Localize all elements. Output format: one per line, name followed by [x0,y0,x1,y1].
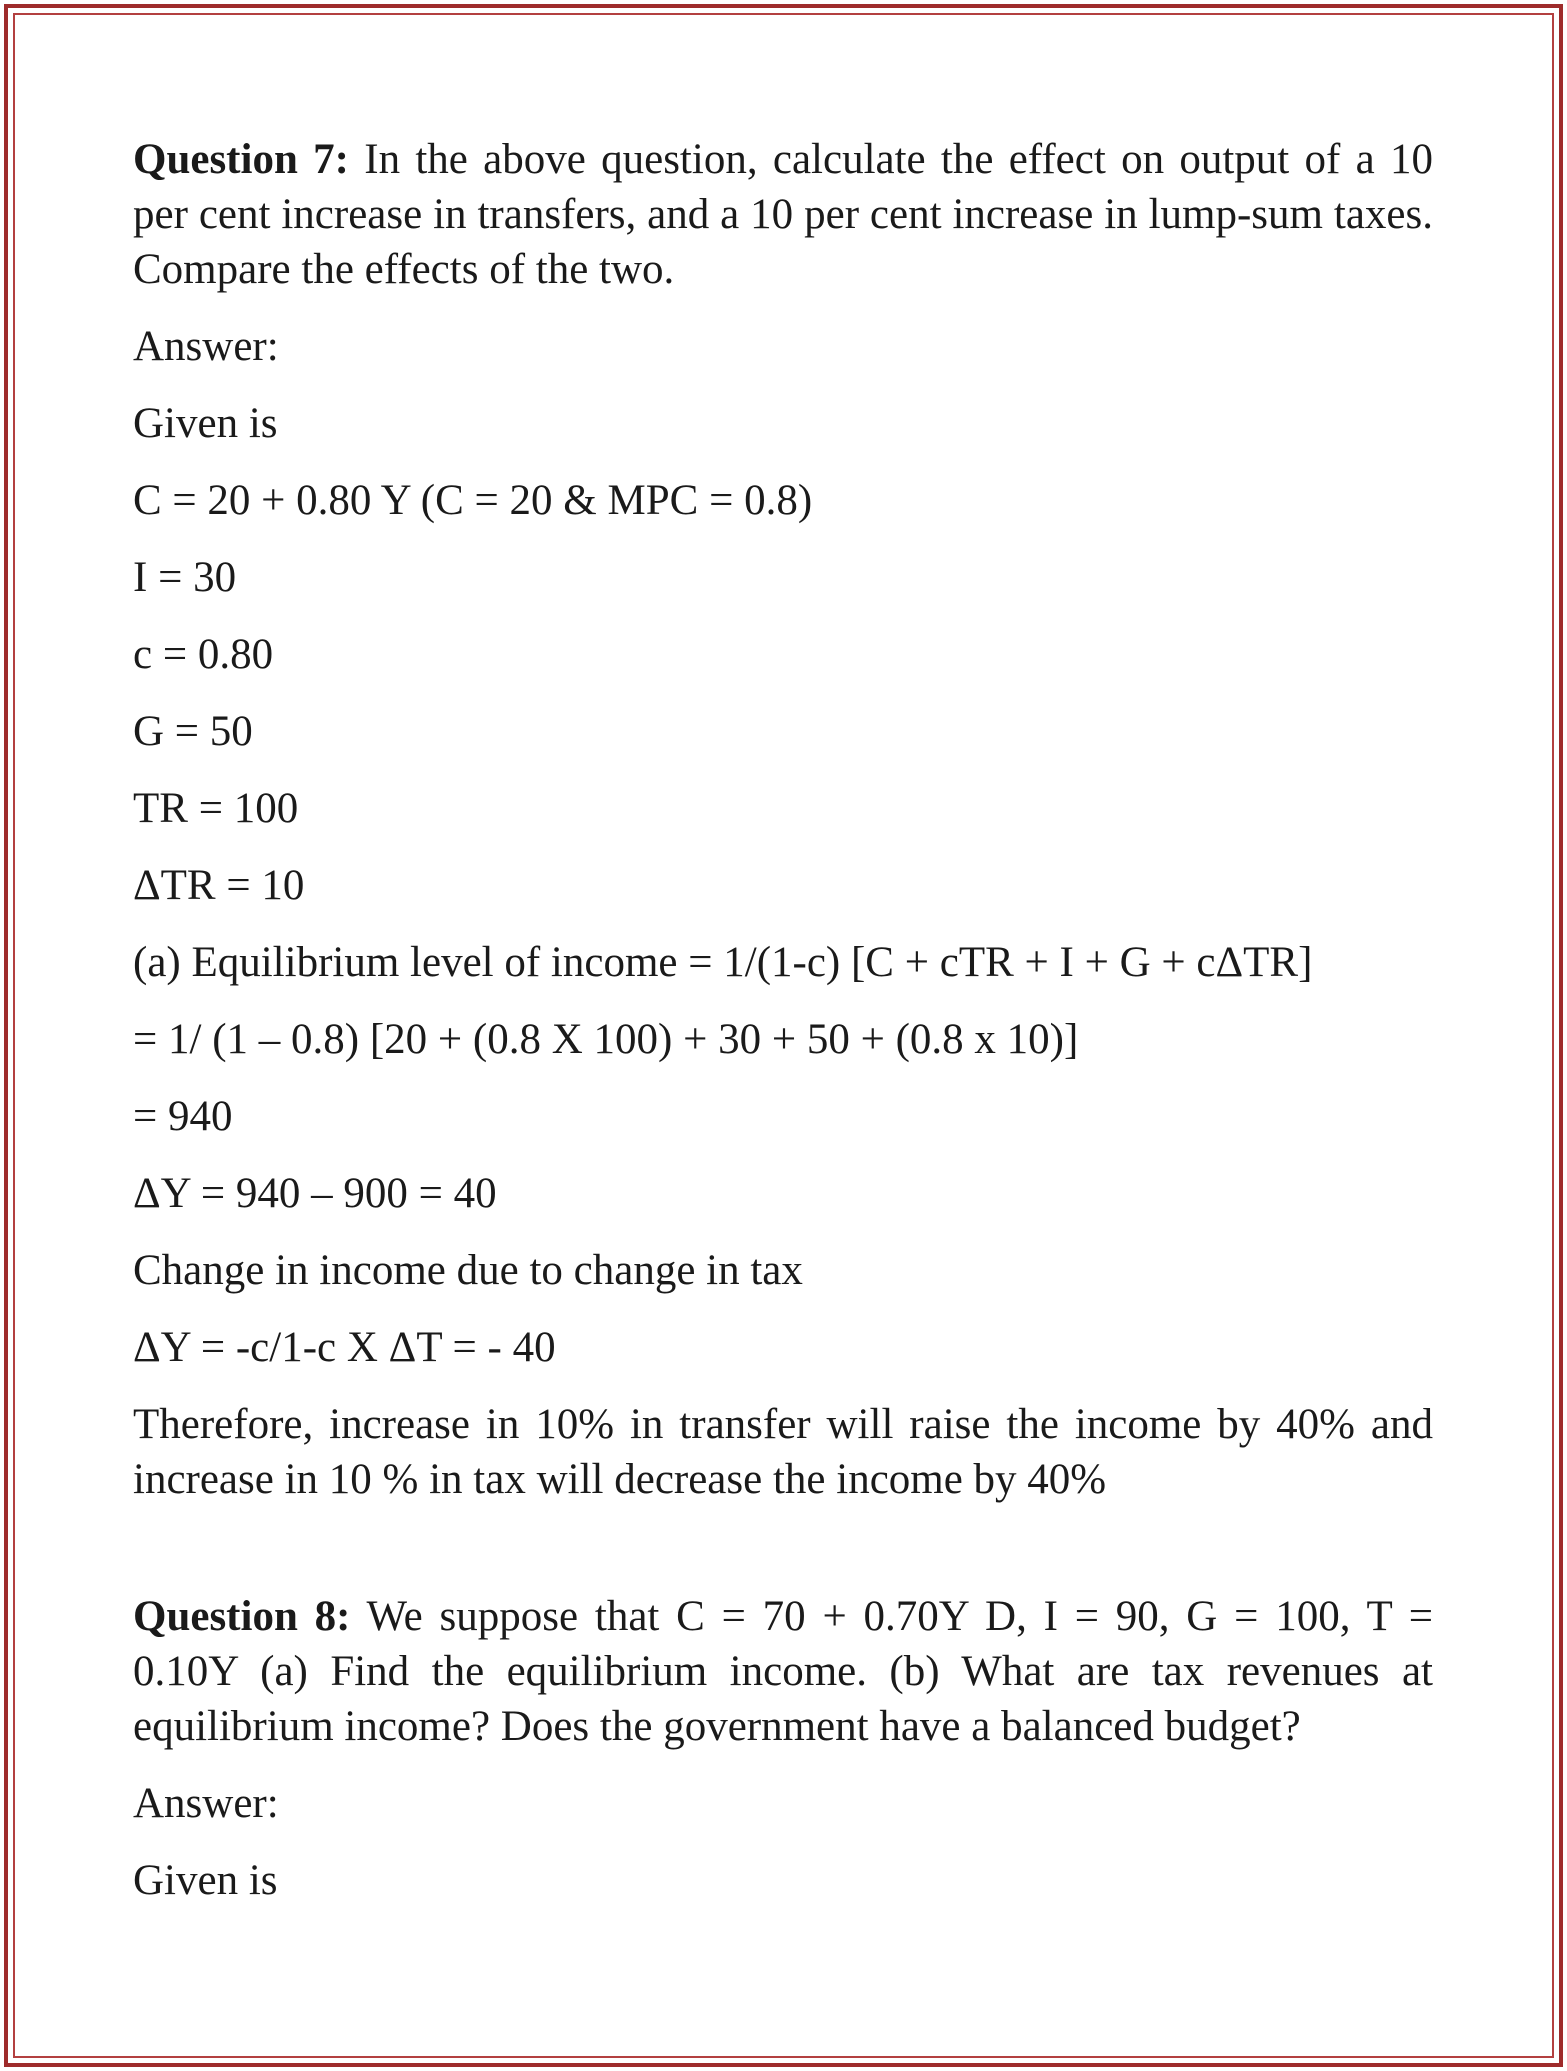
question-7-label: Question 7: [133,136,349,183]
answer-line: ΔY = 940 – 900 = 40 [133,1170,497,1217]
section-gap [133,1529,1433,1589]
answer-line: = 940 [133,1093,233,1140]
answer-7-label: Answer: [133,323,279,370]
answer-8-label: Answer: [133,1780,279,1827]
question-7-text: In the above question, calculate the effect on output of a 10 per cent increase in transfers, and a 10 per cent increase in lump-sum taxes. Compare the effects of the two. [133,136,1433,293]
question-8 [133,1589,1433,1754]
answer-line: c = 0.80 [133,631,274,678]
question-8-label: Question 8: [133,1593,351,1640]
answer-line: = 1/ (1 – 0.8) [20 + (0.8 X 100) + 30 + 50 + (0.8 x 10)] [133,1016,1079,1063]
answer-7-conclusion: Therefore, increase in 10% in transfer will raise the income by 40% and increase in 10 % in tax will decrease the income by 40% [133,1401,1433,1503]
answer-line: Change in income due to change in tax [133,1247,803,1294]
answer-line: C = 20 + 0.80 Y (C = 20 & MPC = 0.8) [133,477,813,524]
document-content [133,132,1433,1930]
answer-8-given: Given is [133,1857,278,1904]
question-7 [133,132,1433,297]
answer-line: ΔTR = 10 [133,862,305,909]
answer-line: (a) Equilibrium level of income = 1/(1-c) [C + cTR + I + G + cΔTR] [133,939,1313,986]
answer-line: I = 30 [133,554,237,601]
answer-line: TR = 100 [133,785,299,832]
question-8-text: We suppose that C = 70 + 0.70Y D, I = 90, G = 100, T = 0.10Y (a) Find the equilibrium income. (b) What are tax revenues at equilibrium income? Does the government have a balanced budget? [133,1593,1433,1750]
answer-line: G = 50 [133,708,253,755]
answer-line: Given is [133,400,278,447]
answer-line: ΔY = -c/1-c X ΔT = - 40 [133,1324,556,1371]
